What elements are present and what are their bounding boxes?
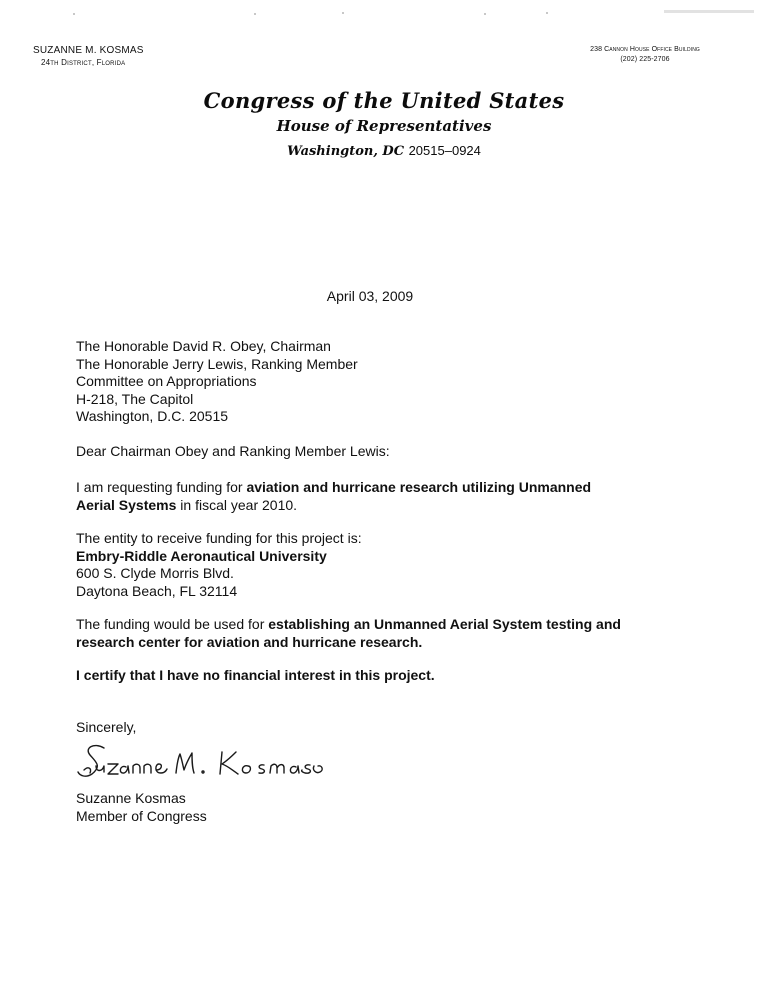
- scan-speck: [546, 12, 548, 14]
- funding-use-paragraph: [76, 616, 696, 651]
- office-header: [560, 45, 730, 65]
- letterhead-house: House of Representatives: [276, 117, 492, 135]
- office-address: 238 Cannon House Office Building: [590, 46, 700, 53]
- funding-request-paragraph: [76, 479, 696, 514]
- scan-speck: [254, 13, 256, 15]
- certification-statement: I certify that I have no financial interest in this project.: [76, 667, 435, 683]
- recipient-line: The Honorable Jerry Lewis, Ranking Member: [76, 355, 358, 372]
- signature-block: [76, 790, 207, 825]
- letterhead-zip: 20515–0924: [408, 143, 481, 158]
- paragraph-bold-text: Aerial Systems: [76, 496, 177, 513]
- recipient-line: The Honorable David R. Obey, Chairman: [76, 338, 331, 354]
- recipient-address: [76, 338, 358, 426]
- letterhead-address: [0, 143, 768, 159]
- scan-speck: [342, 12, 344, 14]
- scan-artifact: [664, 10, 754, 13]
- recipient-line: H-218, The Capitol: [76, 390, 194, 407]
- scan-speck: [73, 13, 75, 15]
- paragraph-text: in fiscal year 2010.: [176, 496, 298, 513]
- paragraph-line: [76, 479, 696, 497]
- entity-name: Embry-Riddle Aeronautical University: [76, 547, 327, 564]
- recipient-line: Washington, D.C. 20515: [76, 408, 229, 424]
- signer-name: Suzanne Kosmas: [76, 790, 186, 806]
- handwritten-signature: [76, 740, 376, 790]
- paragraph-bold-text: establishing an Unmanned Aerial System testing and: [268, 616, 621, 632]
- signer-title: Member of Congress: [76, 807, 207, 824]
- letterhead-congress: Congress of the United States: [203, 88, 565, 113]
- sender-header: [33, 45, 144, 69]
- paragraph-bold-text: research center for aviation and hurricane research.: [76, 633, 423, 650]
- letter-date: April 03, 2009: [326, 288, 414, 304]
- entity-street: 600 S. Clyde Morris Blvd.: [76, 565, 234, 581]
- scan-speck: [484, 13, 486, 15]
- paragraph-bold-text: aviation and hurricane research utilizing Unmanned: [246, 479, 592, 495]
- entity-paragraph: [76, 530, 362, 600]
- entity-city: Daytona Beach, FL 32114: [76, 582, 238, 599]
- paragraph-line: [76, 497, 696, 515]
- sender-district: 24th District, Florida: [41, 58, 126, 67]
- salutation: Dear Chairman Obey and Ranking Member Lewis:: [76, 443, 390, 459]
- entity-intro: The entity to receive funding for this project is:: [76, 530, 362, 546]
- paragraph-text: I am requesting funding for: [76, 479, 247, 495]
- closing: Sincerely,: [76, 719, 137, 735]
- recipient-line: Committee on Appropriations: [76, 373, 257, 389]
- letterhead-city: Washington, DC: [287, 144, 405, 159]
- paragraph-text: The funding would be used for: [76, 616, 269, 632]
- paragraph-line: [76, 616, 696, 634]
- sender-name: SUZANNE M. KOSMAS: [33, 45, 144, 56]
- office-phone: (202) 225-2706: [620, 56, 670, 63]
